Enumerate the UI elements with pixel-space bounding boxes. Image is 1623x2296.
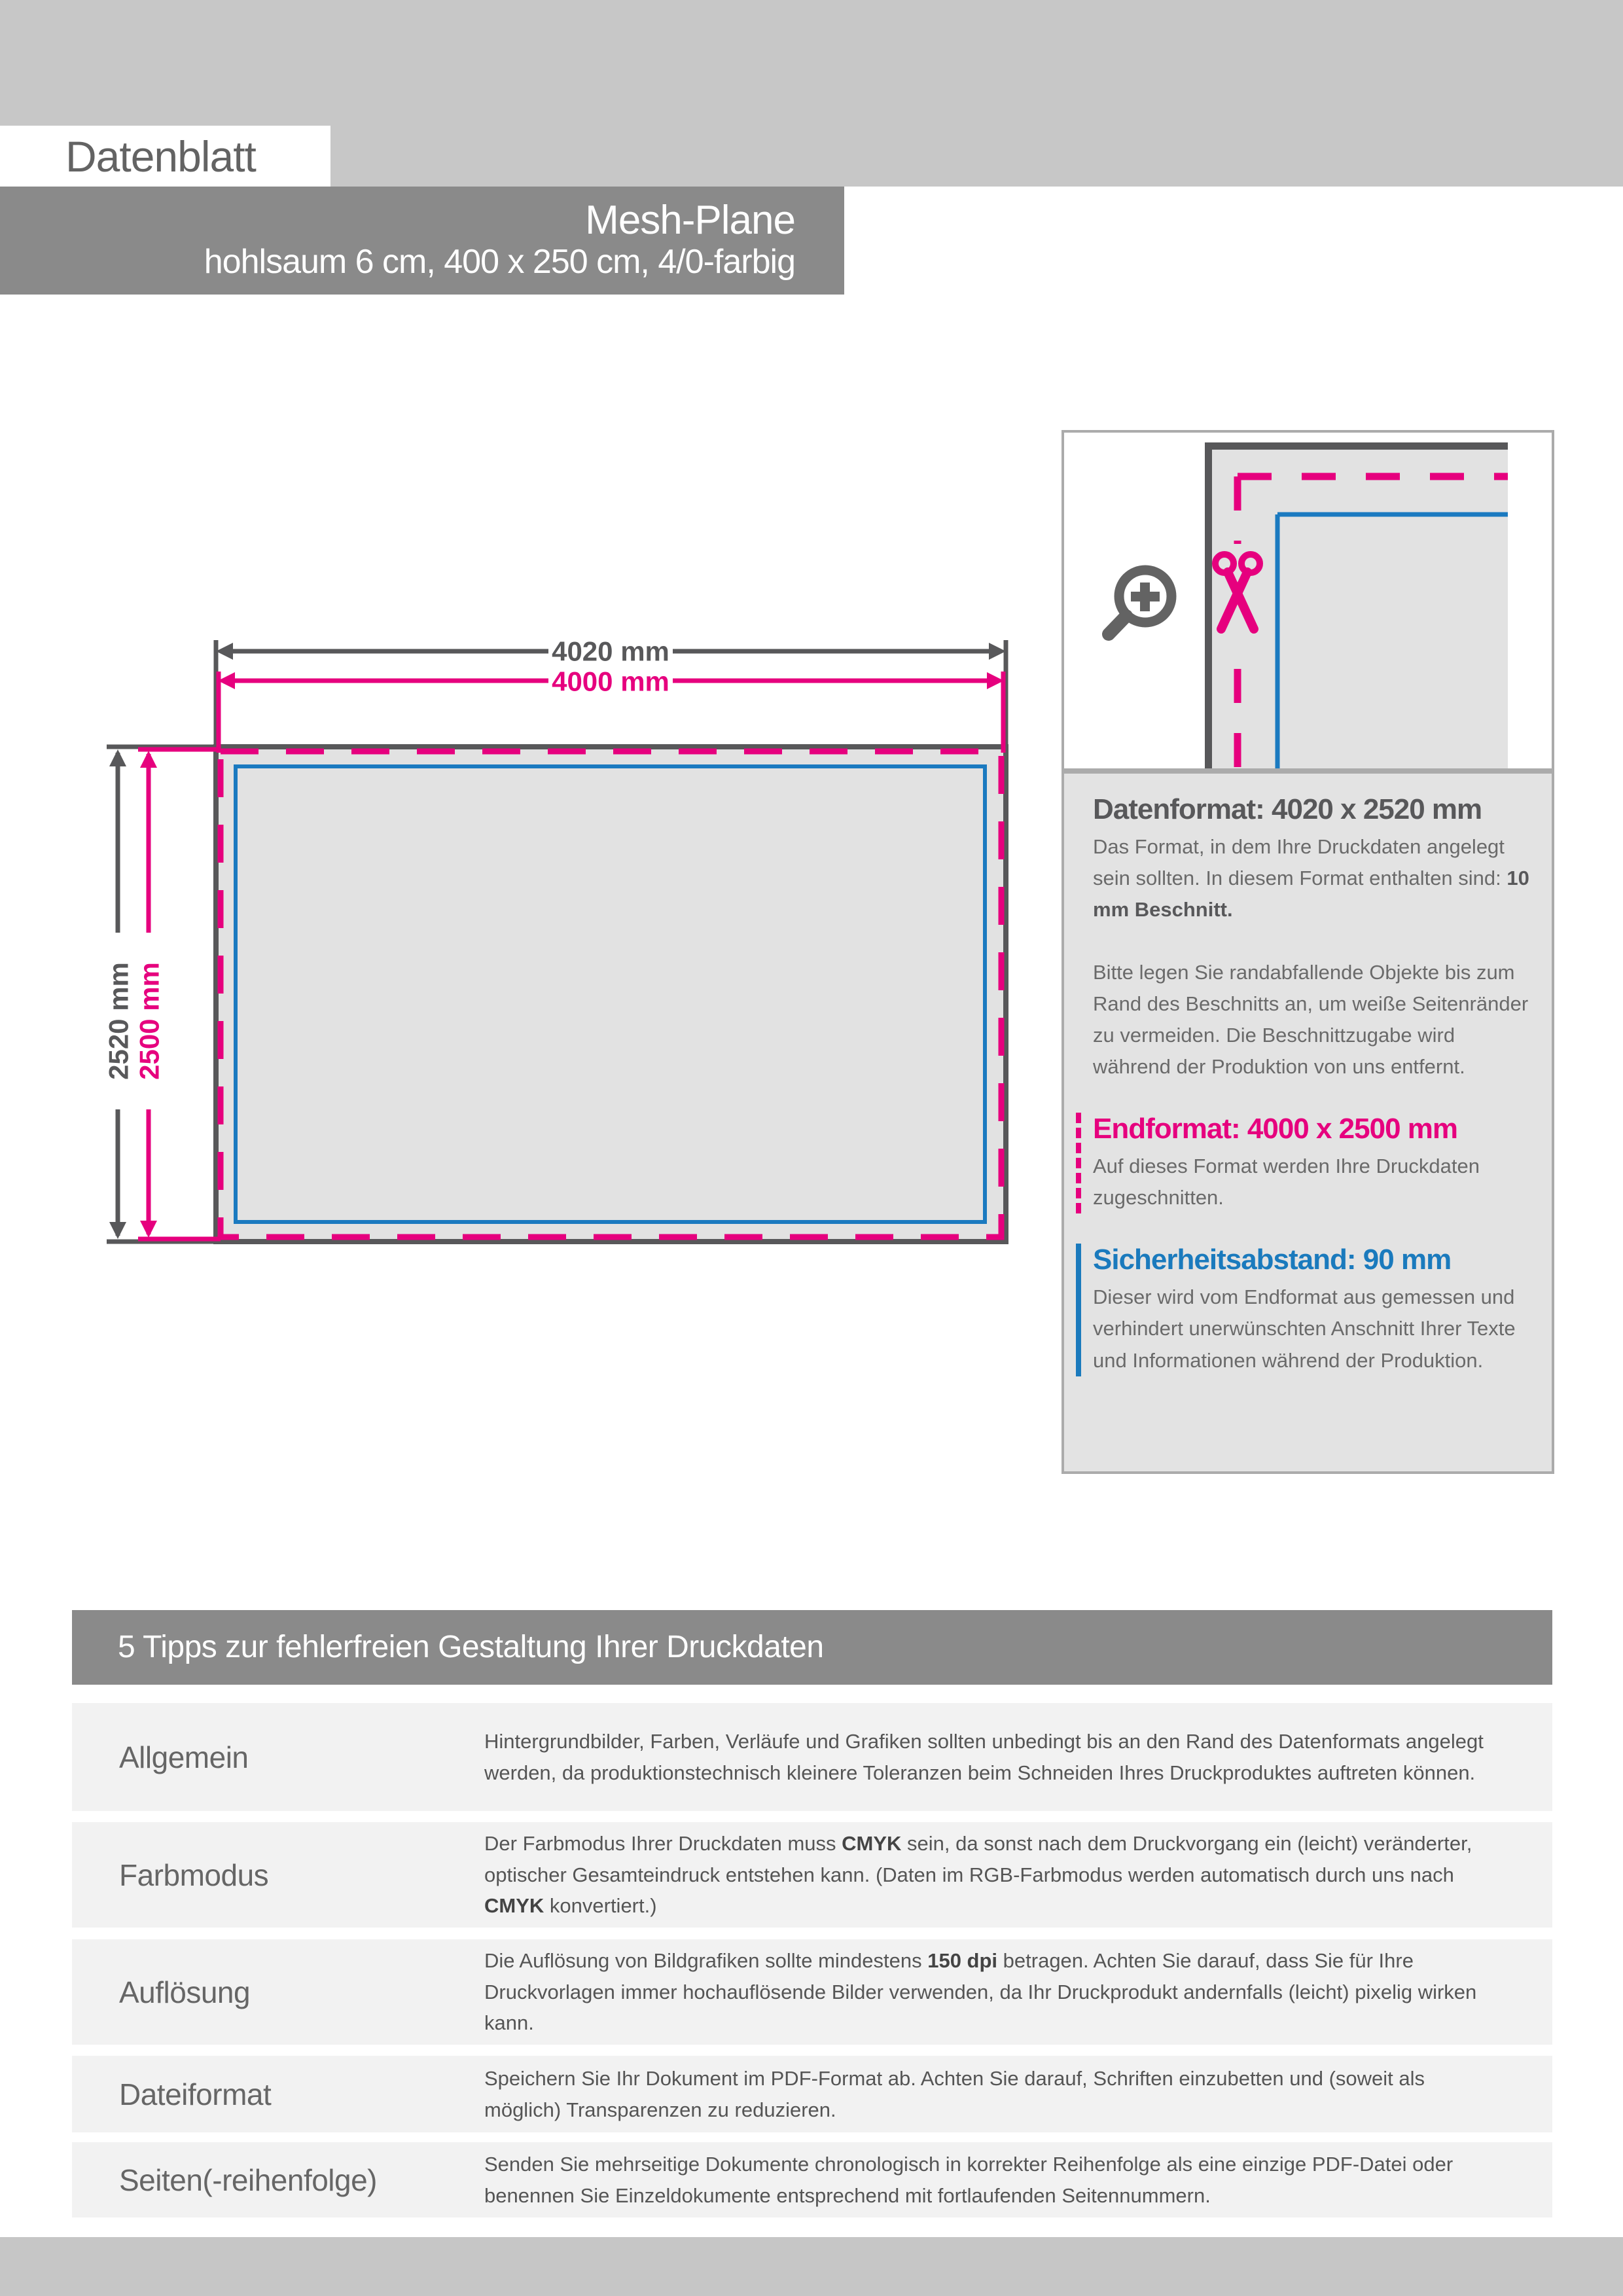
- corner-detail-box: [1061, 430, 1554, 771]
- tip-row-aufloesung: [72, 1939, 1552, 2045]
- datenformat-block: [1093, 793, 1529, 1083]
- tip-row-farbmodus: [72, 1822, 1552, 1928]
- tip-row-allgemein: [72, 1703, 1552, 1811]
- tip-text: Senden Sie mehrseitige Dokumente chronologisch in korrekter Reihenfolge als eine einzige PDF-Datei oder benennen Sie Einzeldokumente entsprechend mit fortlaufenden Seitennummern.: [484, 2153, 1454, 2207]
- datenformat-para1: Das Format, in dem Ihre Druckdaten angelegt sein sollten. In diesem Format enthalten sind: 10 mm Beschnitt.: [1093, 835, 1529, 922]
- datenformat-heading: Datenformat: 4020 x 2520 mm: [1093, 793, 1482, 825]
- safety-block: [1076, 1244, 1529, 1376]
- tips-header-bar: 5 Tipps zur fehlerfreien Gestaltung Ihrer Druckdaten: [72, 1610, 1552, 1685]
- sheet-label-box: [0, 126, 330, 187]
- safety-para: Dieser wird vom Endformat aus gemessen und verhindert unerwünschten Anschnitt Ihrer Texte und Informationen während der Produktion.: [1093, 1285, 1516, 1372]
- tip-text: Die Auflösung von Bildgrafiken sollte mindestens 150 dpi betragen. Achten Sie darauf, dass Sie für Ihre Druckvorlagen immer hochauflösende Bilder verwenden, da Ihr Druckprodukt andernfalls (leicht) pixelig wirken kann.: [484, 1949, 1477, 2035]
- tip-label: Dateiformat: [119, 2077, 272, 2111]
- endformat-para: Auf dieses Format werden Ihre Druckdaten zugeschnitten.: [1093, 1155, 1480, 1210]
- product-title-bar: [0, 187, 844, 295]
- safety-heading: Sicherheitsabstand: 90 mm: [1093, 1244, 1452, 1276]
- product-title: Mesh-Plane: [585, 198, 795, 243]
- tip-label: Seiten(-reihenfolge): [119, 2162, 378, 2197]
- footer-band: [0, 2237, 1623, 2296]
- zoom-plus-icon: [1109, 570, 1171, 634]
- tip-label: Farbmodus: [119, 1857, 269, 1892]
- dim-label-height-outer: 2520 mm: [103, 962, 134, 1080]
- tip-row-seitenreihenfolge: [72, 2142, 1552, 2217]
- tip-label: Auflösung: [119, 1975, 251, 2009]
- tip-text: Hintergrundbilder, Farben, Verläufe und Grafiken sollten unbedingt bis an den Rand des Datenformats angelegt werden, da produktionstechnisch kleinere Toleranzen beim Schneiden Ihres Druckproduktes auftreten können.: [484, 1730, 1484, 1784]
- dim-label-height-inner: 2500 mm: [134, 962, 165, 1080]
- format-diagram: [65, 622, 1047, 1276]
- detail-bleed-fill: [1209, 448, 1508, 768]
- tip-row-dateiformat: [72, 2056, 1552, 2132]
- tip-text: Speichern Sie Ihr Dokument im PDF-Format ab. Achten Sie darauf, Schriften einzubetten und (soweit als möglich) Transparenzen zu reduzieren.: [484, 2067, 1425, 2121]
- tip-text: Der Farbmodus Ihrer Druckdaten muss CMYK sein, da sonst nach dem Druckvorgang ein (leicht) veränderter, optischer Gesamteindruck entstehen kann. (Daten im RGB-Farbmodus werden automatisch durch uns nach CMYK konvertiert.): [484, 1832, 1472, 1918]
- dim-label-width-outer: 4020 mm: [552, 636, 669, 667]
- tip-label: Allgemein: [119, 1740, 249, 1774]
- corner-detail-drawing: [1064, 433, 1552, 768]
- datenformat-rect: [216, 747, 1006, 1242]
- dim-label-width-inner: 4000 mm: [552, 666, 669, 697]
- endformat-heading: Endformat: 4000 x 2500 mm: [1093, 1113, 1458, 1145]
- product-subtitle: hohlsaum 6 cm, 400 x 250 cm, 4/0-farbig: [204, 243, 795, 281]
- datenformat-para2: Bitte legen Sie randabfallende Objekte bis zum Rand des Beschnitts an, um weiße Seitenränder zu vermeiden. Die Beschnittzugabe wird während der Produktion von uns entfernt.: [1093, 961, 1529, 1079]
- format-info-panel: [1061, 771, 1554, 1474]
- sheet-label: Datenblatt: [65, 132, 256, 181]
- endformat-block: [1076, 1113, 1529, 1213]
